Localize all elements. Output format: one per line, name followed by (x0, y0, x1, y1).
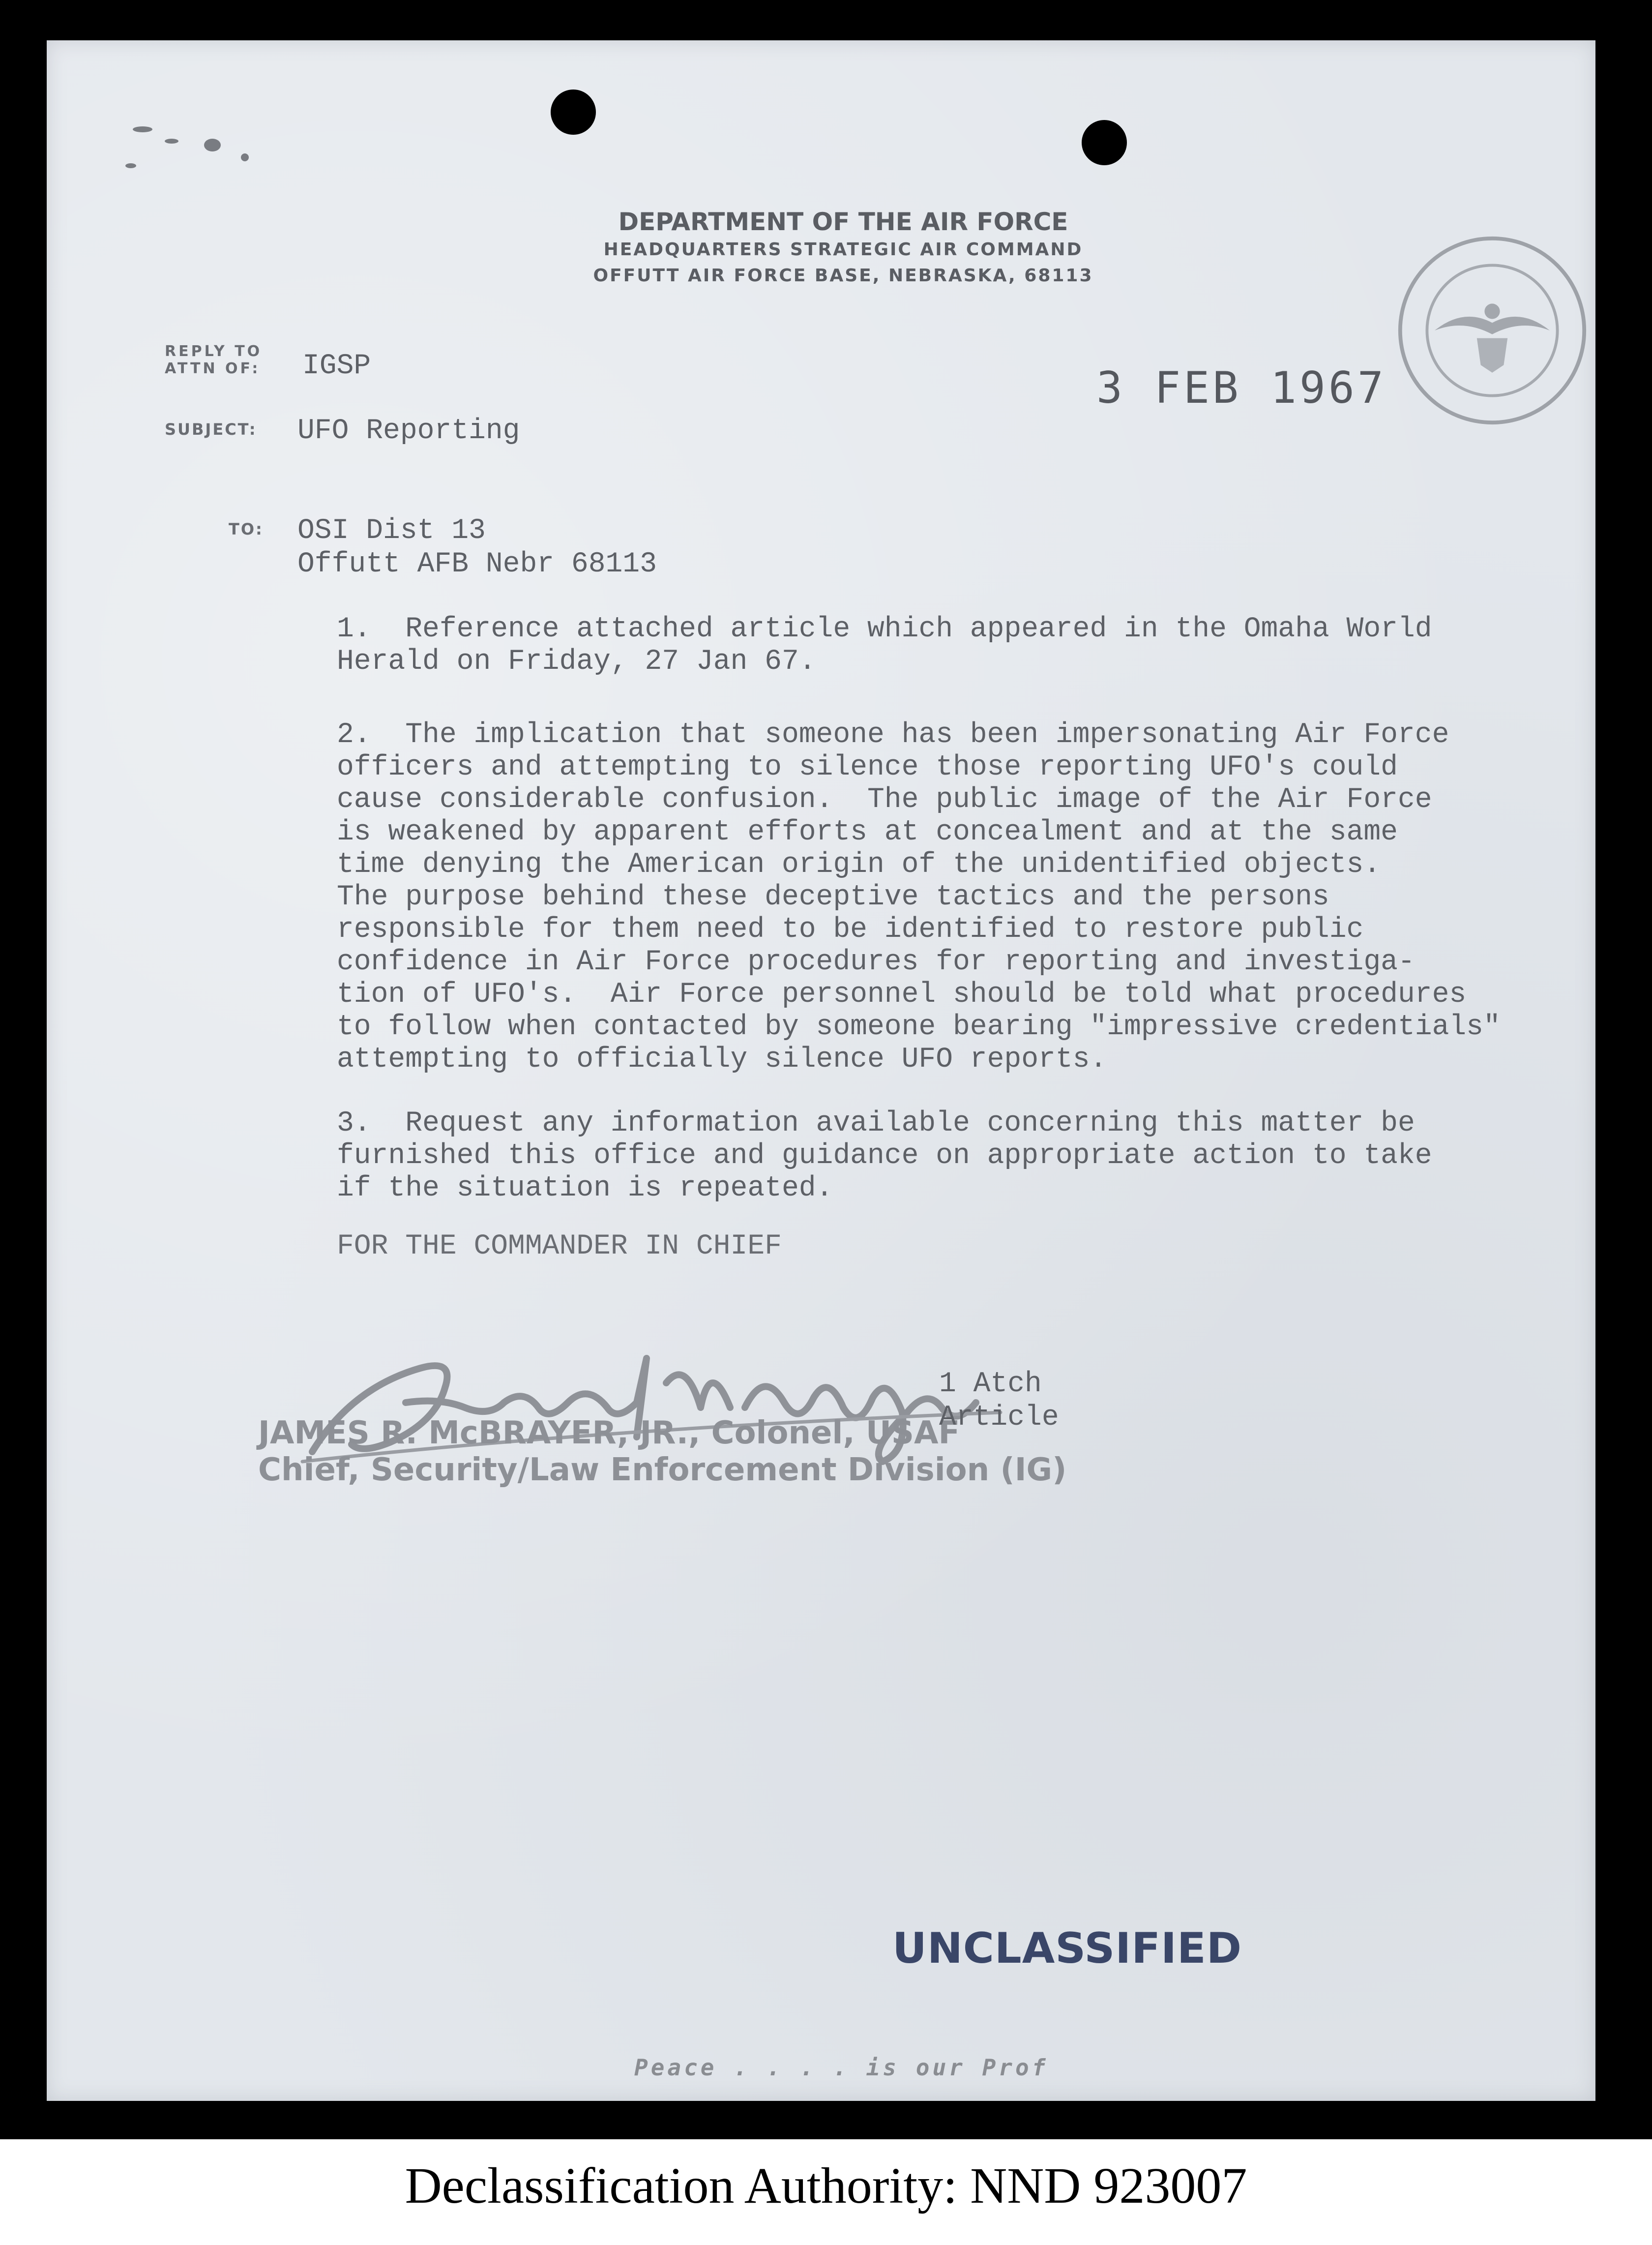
subject-label: SUBJECT: (165, 420, 257, 439)
letterhead-headquarters: HEADQUARTERS STRATEGIC AIR COMMAND (603, 239, 1083, 260)
paragraph-line: 2. The implication that someone has been impersonating Air Force (337, 719, 1449, 751)
subject-value: UFO Reporting (297, 415, 520, 447)
paragraph-line: responsible for them need to be identified to restore public (337, 914, 1364, 946)
paragraph-2 (337, 719, 1501, 1076)
declassification-caption: Declassification Authority: NND 923007 (405, 2157, 1247, 2214)
memo-page (47, 40, 1595, 2101)
paragraph-line: cause considerable confusion. The public image of the Air Force (337, 784, 1432, 816)
paragraph-line: if the situation is repeated. (337, 1172, 833, 1204)
paragraph-line: The purpose behind these deceptive tactics and the persons (337, 881, 1329, 913)
paragraph-line: Herald on Friday, 27 Jan 67. (337, 646, 816, 678)
ink-mark (125, 163, 136, 168)
punch-hole-right (1082, 120, 1127, 165)
paragraph-line: furnished this office and guidance on appropriate action to take (337, 1140, 1432, 1172)
unclassified-stamp: UNCLASSIFIED (892, 1924, 1242, 1973)
ink-mark (133, 126, 152, 132)
paragraph-line: confidence in Air Force procedures for reporting and investiga- (337, 946, 1415, 978)
closing-line: FOR THE COMMANDER IN CHIEF (337, 1230, 782, 1262)
paragraph-line: 1. Reference attached article which appeared in the Omaha World (337, 613, 1432, 645)
memo-date: 3 FEB 1967 (1096, 362, 1386, 413)
letterhead-department: DEPARTMENT OF THE AIR FORCE (618, 208, 1068, 236)
paragraph-3 (337, 1108, 1432, 1205)
signer-title: Chief, Security/Law Enforcement Division (IG) (258, 1452, 1067, 1488)
paragraph-line: 3. Request any information available concerning this matter be (337, 1108, 1415, 1139)
paragraph-line: tion of UFO's. Air Force personnel should be told what procedures (337, 979, 1467, 1011)
department-of-defense-seal (1396, 235, 1588, 426)
attachment-line-2: Article (939, 1402, 1059, 1434)
reply-to-value: IGSP (302, 350, 371, 382)
paragraph-line: to follow when contacted by someone bearing "impressive credentials" (337, 1011, 1501, 1043)
paragraph-line: officers and attempting to silence those reporting UFO's could (337, 751, 1398, 783)
ink-mark (165, 139, 178, 144)
signer-name: JAMES R. McBRAYER, JR., Colonel, USAF (258, 1415, 960, 1451)
to-line-1: OSI Dist 13 (297, 515, 486, 547)
punch-hole-left (551, 90, 596, 135)
ink-mark (204, 139, 221, 151)
attn-of-label: ATTN OF: (165, 360, 261, 377)
attachment-line-1: 1 Atch (939, 1368, 1042, 1400)
footer-motto: Peace . . . . is our Prof (634, 2054, 1049, 2081)
ink-mark (241, 153, 249, 161)
to-line-2: Offutt AFB Nebr 68113 (297, 548, 657, 580)
paragraph-line: attempting to officially silence UFO reports. (337, 1044, 1107, 1076)
letterhead-base: OFFUTT AIR FORCE BASE, NEBRASKA, 68113 (593, 266, 1093, 286)
paragraph-line: time denying the American origin of the unidentified objects. (337, 849, 1381, 881)
to-label: TO: (229, 520, 264, 539)
paragraph-line: is weakened by apparent efforts at concealment and at the same (337, 816, 1398, 848)
paragraph-1 (337, 613, 1432, 678)
reply-to-label: REPLY TO (165, 343, 263, 360)
